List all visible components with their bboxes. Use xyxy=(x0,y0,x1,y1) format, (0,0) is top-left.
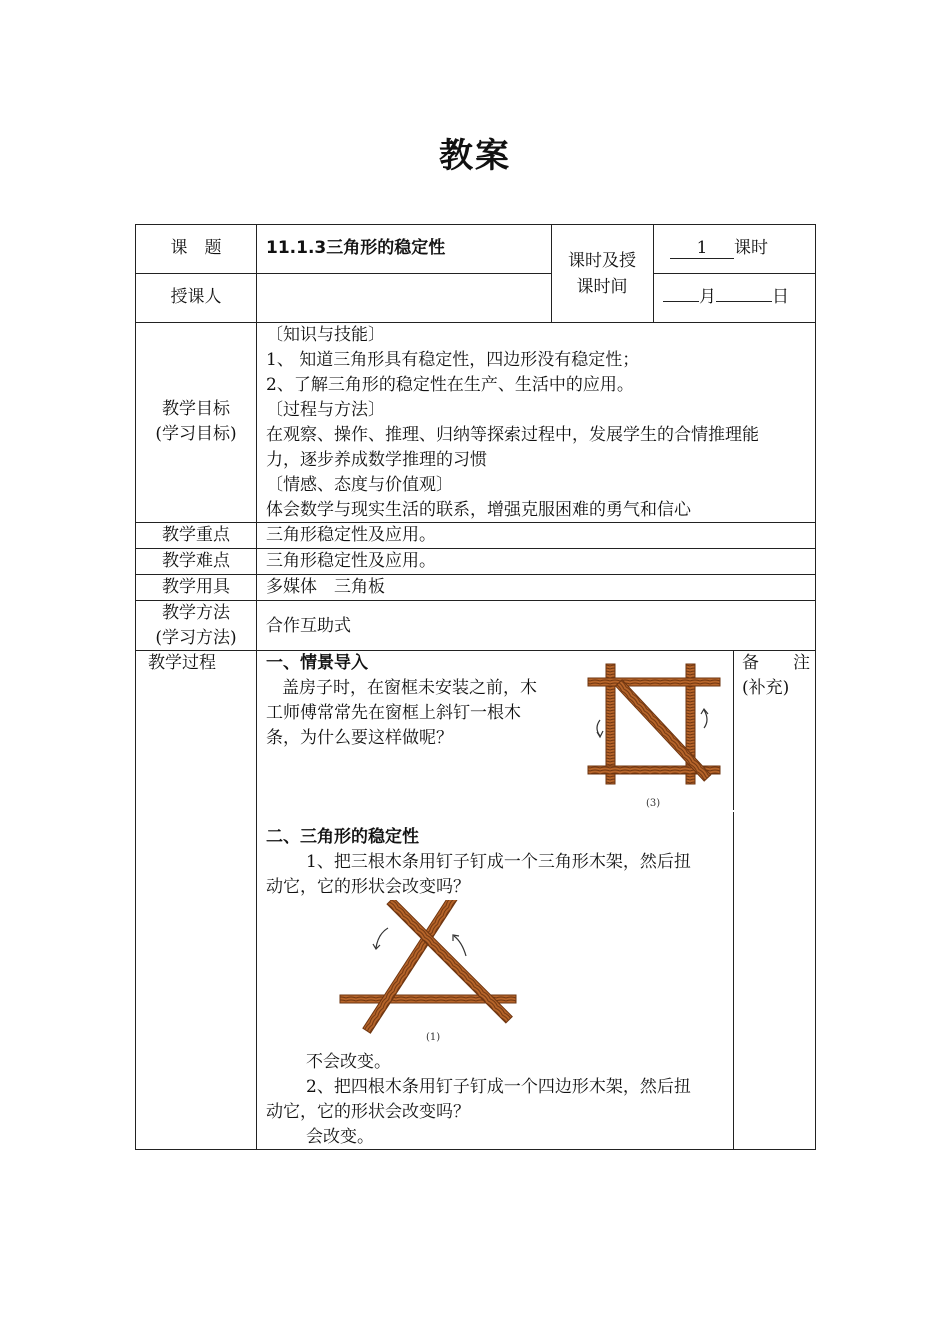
periods-unit: 课时 xyxy=(734,238,768,258)
day-label: 日 xyxy=(772,287,789,307)
figure1-caption: (1) xyxy=(426,1032,441,1043)
remarks-line1: 备 注 xyxy=(742,653,810,673)
process-label: 教学过程 xyxy=(148,653,216,673)
stability-section xyxy=(266,825,728,900)
tools-label: 教学用具 xyxy=(162,577,230,597)
difficulty-value: 三角形稳定性及应用。 xyxy=(266,551,436,571)
method-value: 合作互助式 xyxy=(266,616,351,636)
difficulty-label: 教学难点 xyxy=(162,551,230,571)
key-point-value: 三角形稳定性及应用。 xyxy=(266,525,436,545)
section2-title: 二、三角形的稳定性 xyxy=(266,827,419,847)
objective-line: 体会数学与现实生活的联系，增强克服困难的勇气和信心 xyxy=(266,500,691,520)
topic-value: 11.1.3三角形的稳定性 xyxy=(266,238,446,258)
intro-line: 条，为什么要这样做呢？ xyxy=(266,728,453,748)
method-label-line2: (学习方法) xyxy=(155,628,237,648)
method-label-line1: 教学方法 xyxy=(162,603,230,623)
section1-title: 一、情景导入 xyxy=(266,653,368,673)
method-label xyxy=(136,601,256,651)
intro-section xyxy=(266,651,586,751)
page-title: 教案 xyxy=(439,136,511,176)
intro-line: 工师傅常常先在窗框上斜钉一根木 xyxy=(266,703,521,723)
teacher-label: 授课人 xyxy=(170,287,222,307)
question2-line2: 动它，它的形状会改变吗？ xyxy=(266,1102,470,1122)
window-frame-figure xyxy=(580,658,730,813)
objective-line: 1、 知道三角形具有稳定性，四边形没有稳定性； xyxy=(266,350,640,370)
objective-line: 2、了解三角形的稳定性在生产、生活中的应用。 xyxy=(266,375,634,395)
answer2: 会改变。 xyxy=(306,1127,374,1147)
rotate-arrow-icon xyxy=(376,928,388,948)
answers xyxy=(266,1050,728,1150)
wood-stick xyxy=(588,678,720,686)
intro-line: 盖房子时，在窗框未安装之前，木 xyxy=(282,678,537,698)
topic-label: 课 题 xyxy=(170,238,222,258)
day-blank xyxy=(716,301,772,302)
objective-line: 〔过程与方法〕 xyxy=(266,400,385,420)
objective-line: 〔情感、态度与价值观〕 xyxy=(266,475,453,495)
objective-line: 力，逐步养成数学推理的习惯 xyxy=(266,450,487,470)
objectives-label xyxy=(136,397,256,447)
triangle-frame-figure xyxy=(336,900,522,1050)
objectives-label-line2: (学习目标) xyxy=(155,424,237,444)
lesson-date xyxy=(663,285,813,310)
lesson-time-label: 课时及授课时间 xyxy=(568,251,636,297)
question1-line2: 动它，它的形状会改变吗？ xyxy=(266,877,470,897)
objective-line: 〔知识与技能〕 xyxy=(266,325,385,345)
objectives-label-line1: 教学目标 xyxy=(162,399,230,419)
remarks-line2: (补充) xyxy=(742,678,790,698)
periods xyxy=(670,236,810,261)
tools-value: 多媒体 三角板 xyxy=(266,577,385,597)
objective-line: 在观察、操作、推理、归纳等探索过程中，发展学生的合情推理能 xyxy=(266,425,759,445)
question1-line1: 1、把三根木条用钉子钉成一个三角形木架，然后扭 xyxy=(306,852,691,872)
objectives-content xyxy=(266,323,814,523)
answer1: 不会改变。 xyxy=(306,1052,391,1072)
rotate-arrow-icon xyxy=(454,936,466,956)
question2-line1: 2、把四根木条用钉子钉成一个四边形木架，然后扭 xyxy=(306,1077,691,1097)
figure3-caption: (3) xyxy=(646,798,661,809)
key-point-label: 教学重点 xyxy=(162,525,230,545)
month-label: 月 xyxy=(699,287,716,307)
periods-value: 1 xyxy=(670,238,734,259)
month-blank xyxy=(663,301,699,302)
remarks xyxy=(742,651,810,701)
